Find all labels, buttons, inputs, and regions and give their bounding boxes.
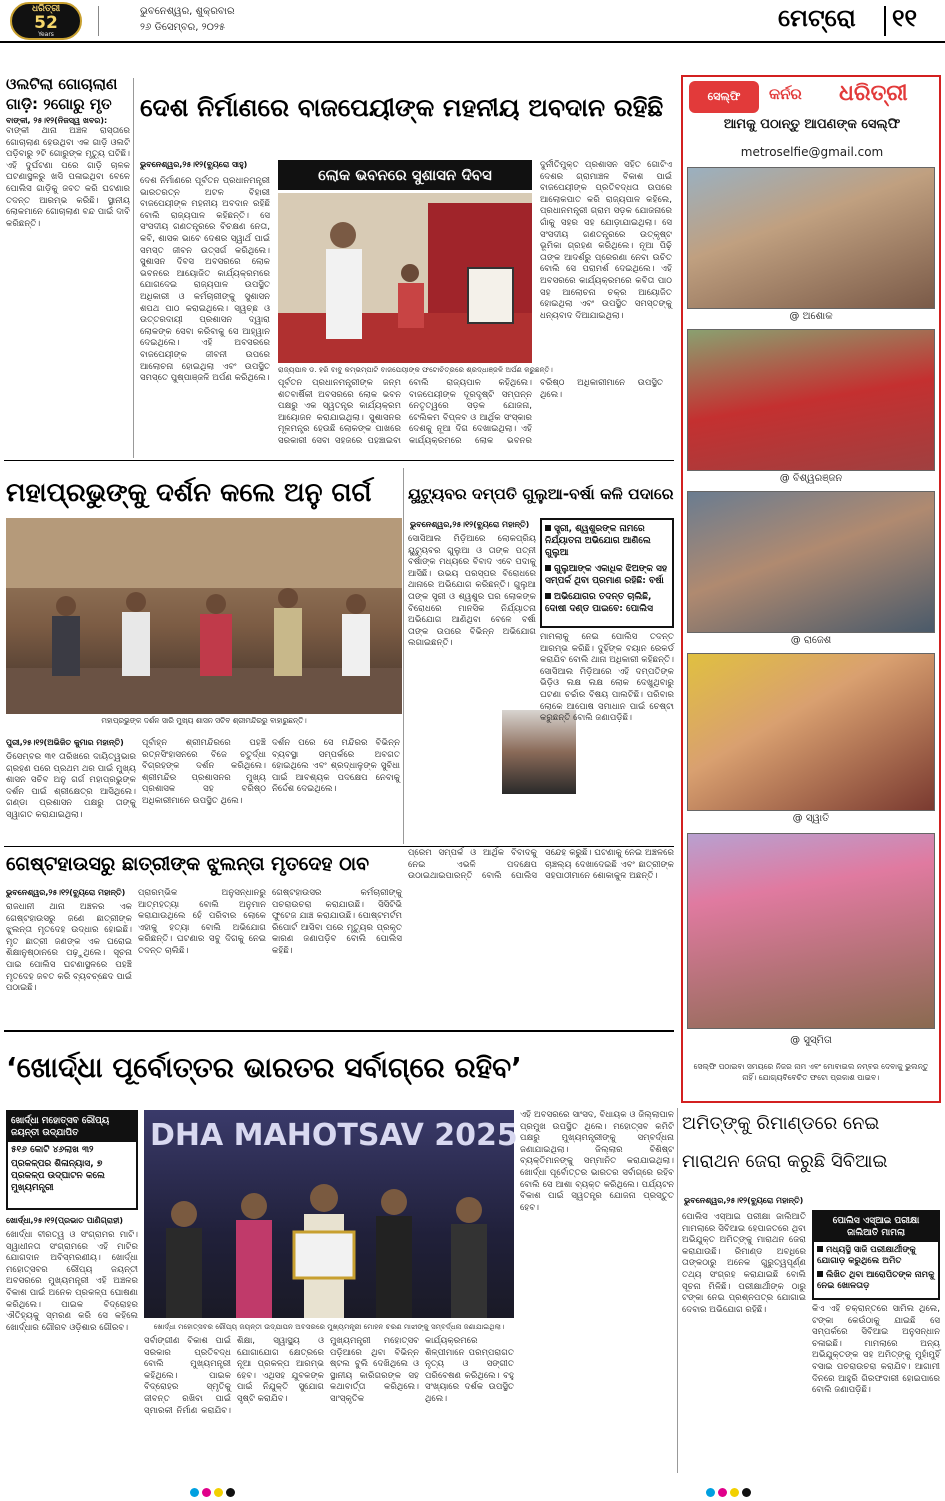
selfie-brand-mid: କର୍ନର: [769, 85, 802, 103]
lead-photo-caption: ରାଜ୍ୟପାଳ ଡ. ହରି ବାବୁ କମ୍ଭମ୍ପାଟି ବାଜପେୟୀଙ୍କ ଫଟୋଚିତ୍ରରେ ଶ୍ରଦ୍ଧାଞ୍ଜଳି ଅର୍ପଣ କରୁଛନ୍ତି।: [278, 365, 553, 374]
logo-badge: [10, 2, 82, 40]
gulua-box-item-2: [545, 563, 669, 587]
black-swatch: [742, 1488, 751, 1497]
guesthouse-headline: ଗେଷ୍ଟହାଉସରୁ ଛାତ୍ରୀଙ୍କ ଝୁଲନ୍ତା ମୃତଦେହ ଠାବ: [6, 853, 370, 875]
lead-subhead-text: ଲୋକ ଭବନରେ ସୁଶାସନ ଦିବସ: [318, 166, 492, 184]
brief-title-line2: ଗାଡ଼ି: ୨ଗୋରୁ ମୃତ: [6, 95, 112, 113]
lead-subhead: [278, 160, 532, 190]
gulua-box-text-2: ଗୁଲୁଆଙ୍କ ଏକାଧିକ ଝିଅଙ୍କ ସହ ସମ୍ପର୍କ ଥିବା ପ୍ରମାଣ ରହିଛି: ବର୍ଷା: [545, 564, 668, 586]
bullet-icon: [817, 1271, 823, 1277]
magenta-swatch: [718, 1488, 727, 1497]
registration-swatches-2: [706, 1482, 754, 1501]
khordha-box-item-1: ୫୧୬ କୋଟି ୪୬ଲାଖ ୩୨: [11, 1145, 94, 1155]
garg-divider: [403, 468, 404, 844]
guesthouse-col4: ପ୍ରେମ ସମ୍ପର୍କ ଓ ଆର୍ଥିକ ବିବାଦକୁ ନେଇ ଏଭଳି ପଦକ୍ଷେପ ଉଠାଇଥାଇପାରନ୍ତି ବୋଲି ପୋଲିସ ସନ୍ଦେହ କରୁଛି। ଘଟଣାକୁ ନେଇ ଅଞ୍ଚଳରେ ଚାଞ୍ଚଲ୍ୟ ଦେଖାଦେଇଛି ଏବଂ ଛାତ୍ରୀଙ୍କ ସହପାଠୀମାନେ ଶୋକାକୁଳ ଅଛନ୍ତି।: [408, 848, 674, 882]
section-rule-2: [4, 846, 674, 847]
amit-headline-line2: ମାରାଥନ ଜେରା କରୁଛି ସିବିଆଇ: [682, 1151, 888, 1172]
section-divider: [884, 6, 886, 36]
gulua-box-text-1: ସ୍ତ୍ରୀ, ଶ୍ୱଶୁରଙ୍କ ନାମରେ ନିର୍ଯ୍ୟାତନା ଅଭିଯୋଗ ଆଣିଲେ ଗୁଲୁଆ: [545, 524, 651, 558]
selfie-photo-1: [687, 167, 935, 309]
selfie-brand-name: ଧରିତ୍ରୀ: [839, 81, 908, 106]
selfie-photo-3: [687, 491, 935, 633]
masthead-city-day: ଭୁବନେଶ୍ୱର, ଶୁକ୍ରବାର: [140, 6, 235, 17]
guesthouse-col3: ଗେଷ୍ଟହାଉସର କର୍ମଚାରୀଙ୍କୁ ପଚରାଉଚରା କରାଯାଉଛି। ସିସିଟିଭି ଫୁଟେଜ ଯାଞ୍ଚ କରାଯାଉଛି। ପୋଷ୍ଟମର୍ଟମ ରିପୋର୍ଟ ଆସିବା ପରେ ମୃତ୍ୟୁର ପ୍ରକୃତ କାରଣ ଜଣାପଡ଼ିବ ବୋଲି ପୋଲିସ କହିଛି।: [272, 888, 402, 956]
lead-photo: [278, 193, 532, 363]
gulua-col1: ସୋସିଆଲ ମିଡ଼ିଆରେ ଲୋକପ୍ରିୟ ୟୁଟ୍ୟୁବର ଗୁଲୁଆ ଓ ତାଙ୍କ ପତ୍ନୀ ବର୍ଷାଙ୍କ ମଧ୍ୟରେ ବିବାଦ ଏବେ ପଦାକୁ ଆସିଛି। ଉଭୟ ପରସ୍ପର ବିରୋଧରେ ଥାନାରେ ଅଭିଯୋଗ କରିଛନ୍ତି। ଗୁଲୁଆ ତାଙ୍କ ସ୍ତ୍ରୀ ଓ ଶ୍ୱଶୁର ଘର ଲୋକଙ୍କ ବିରୋଧରେ ମାନସିକ ନିର୍ଯ୍ୟାତନା ଅଭିଯୋଗ ଆଣିଥିବା ବେଳେ ବର୍ଷା ତାଙ୍କ ଉପରେ ବିଭିନ୍ନ ଅଭିଯୋଗ ଲଗାଇଛନ୍ତି।: [408, 534, 536, 649]
brief-divider: [133, 78, 134, 458]
amit-box-text-2: ଲିଖିତ ଥିବା ଆରୋପିତଙ୍କ ନାମକୁ ନେଇ ଖୋଳତାଡ଼: [817, 1270, 935, 1291]
bullet-icon: [545, 525, 551, 531]
garg-col2: ପୂର୍ବାହ୍ନ ଶ୍ରୀମନ୍ଦିରରେ ପହଞ୍ଚି ରତ୍ନସିଂହାସନରେ ବିଜେ ଚତୁର୍ଦ୍ଧା ବିଗ୍ରହଙ୍କ ଦର୍ଶନ କରିଥିଲେ। ଶ୍ରୀମନ୍ଦିର ପ୍ରଶାସନର ମୁଖ୍ୟ ପ୍ରଶାସକ ସହ ବରିଷ୍ଠ ଅଧିକାରୀମାନେ ଉପସ୍ଥିତ ଥିଲେ।: [142, 738, 266, 806]
khordha-photo-illustration: [144, 1110, 514, 1318]
gulua-col2: ମାମଲାକୁ ନେଇ ପୋଲିସ ତଦନ୍ତ ଆରମ୍ଭ କରିଛି। ଦୁହିଁଙ୍କ ବୟାନ ରେକର୍ଡ କରାଯିବ ବୋଲି ଥାନା ଅଧିକାରୀ କହିଛନ୍ତି। ସୋସିଆଲ ମିଡ଼ିଆରେ ଏହି ଦମ୍ପତିଙ୍କ ଭିଡ଼ିଓ ଲକ୍ଷ ଲକ୍ଷ ଲୋକ ଦେଖୁଥିବାରୁ ଘଟଣା ଚର୍ଚ୍ଚାର ବିଷୟ ପାଲଟିଛି। ପରିବାର ଲୋକେ ଆପୋଷ ସମାଧାନ ପାଇଁ ଚେଷ୍ଟା କରୁଛନ୍ତି ବୋଲି ଜଣାପଡ଼ିଛି।: [540, 632, 674, 724]
print-marks: [0, 1478, 945, 1497]
amit-col1: ପୋଲିସ ଏସ୍ଆଇ ପରୀକ୍ଷା ଜାଲିଆତି ମାମଲାରେ ସିବିଆଇ ହେପାଜତରେ ଥିବା ଅଭିଯୁକ୍ତ ଅମିତ୍‌ଙ୍କୁ ମାରାଥନ ଜେରା କରାଯାଉଛି। ରିମାଣ୍ଡ ଅବଧିରେ ତାଙ୍କଠାରୁ ଅନେକ ଗୁରୁତ୍ୱପୂର୍ଣ୍ଣ ତଥ୍ୟ ସଂଗ୍ରହ କରାଯାଇଛି ବୋଲି ସୂଚନା ମିଳିଛି। ପରୀକ୍ଷାର୍ଥୀଙ୍କ ଠାରୁ ଟଙ୍କା ନେଇ ପ୍ରଶ୍ନପତ୍ର ଯୋଗାଇ ଦେବାର ଅଭିଯୋଗ ରହିଛି।: [682, 1212, 806, 1315]
khordha-highlight-box: [6, 1110, 138, 1210]
amit-headline-line1: ଅମିତ୍‌ଙ୍କୁ ରିମାଣ୍ଡରେ ନେଇ: [682, 1113, 880, 1134]
selfie-name-4: @ ସ୍ୱାତି: [792, 813, 830, 824]
selfie-name-1: @ ଅଶୋକ: [789, 311, 833, 322]
khordha-col3: ମୁଖ୍ୟମନ୍ତ୍ରୀ ମହୋତ୍ସବ ପଡ଼ିଆରେ ଥିବା ବିଭିନ୍ନ ଷ୍ଟଲ ବୁଲି ଦେଖିଥିଲେ ଓ ସ୍ଥାନୀୟ କାରିଗରଙ୍କ ସହ କଥାବାର୍ତ୍ତା କରିଥିଲେ। ସାଂସ୍କୃତିକ କାର୍ଯ୍ୟକ୍ରମରେ ଶିଳ୍ପୀମାନେ ପରମ୍ପରାଗତ ନୃତ୍ୟ ଓ ସଙ୍ଗୀତ ପରିବେଷଣ କରିଥିଲେ। ବହୁ ସଂଖ୍ୟାରେ ଦର୍ଶକ ଉପସ୍ଥିତ ଥିଲେ।: [330, 1336, 514, 1404]
page-number: ୧୧: [892, 4, 918, 32]
brief-story: [6, 74, 130, 464]
section-name: ମେଟ୍ରୋ: [778, 4, 856, 32]
garg-dateline: ପୁରୀ,୨୫।୧୨(ଅଭିଜିତ କୁମାର ମହାନ୍ତି): [6, 738, 124, 747]
masthead-date: ୨୬ ଡିସେମ୍ବର, ୨୦୨୫: [140, 22, 226, 33]
brief-body: ବାଙ୍କୀ ଥାନା ଅଞ୍ଚଳ ରାସ୍ତାରେ ଗୋଚାଲାଣ ହେଉଥିବା ଏକ ଗାଡ଼ି ଓଲଟି ପଡ଼ିବାରୁ ୨ଟି ଗୋରୁଙ୍କ ମୃତ୍ୟୁ ଘଟିଛି। ଏହି ଦୁର୍ଘଟଣା ପରେ ଗାଡ଼ି ଚାଳକ ଘଟଣାସ୍ଥଳରୁ ଖସି ପଳାଇଥିବା ବେଳେ ପୋଲିସ ଗାଡ଼ିକୁ ଜବତ କରି ଘଟଣାର ତଦନ୍ତ ଆରମ୍ଭ କରିଛି। ସ୍ଥାନୀୟ ଲୋକମାନେ ଗୋଚାଲାଣ ବନ୍ଦ ପାଇଁ ଦାବି କରିଛନ୍ତି।: [6, 126, 130, 229]
lead-col3: ଦୁର୍ନୀତିମୁକ୍ତ ପ୍ରଶାସନ ସହିତ ଗୋଟିଏ ଦେଶର ଗ୍ରାମାଞ୍ଚଳ ବିକାଶ ପାଇଁ ବାଜପେୟୀଙ୍କ ପ୍ରତିବଦ୍ଧତା ଉପରେ ଆଲୋକପାତ କରି ରାଜ୍ୟପାଳ କହିଲେ, ପ୍ରଧାନମନ୍ତ୍ରୀ ଗ୍ରାମ ସଡ଼କ ଯୋଜନାରେ ଗାଁକୁ ସହର ସହ ଯୋଡ଼ାଯାଇଥିଲା। ସେ ସଂସଦୀୟ ଗଣତନ୍ତ୍ରରେ ଉତ୍କୃଷ୍ଟ ଭୂମିକା ଗ୍ରହଣ କରିଥିଲେ। ନୂଆ ପିଢ଼ି ତାଙ୍କ ଆଦର୍ଶରୁ ପ୍ରେରଣା ନେବା ଉଚିତ ବୋଲି ସେ ପରାମର୍ଶ ଦେଇଥିଲେ। ଏହି ଅବସରରେ କାର୍ଯ୍ୟକ୍ରମରେ କବିତା ପାଠ ସହ ଆଲୋଚନା ଚକ୍ର ଆୟୋଜିତ ହୋଇଥିଲା ଏବଂ ଉପସ୍ଥିତ ସମସ୍ତଙ୍କୁ ଧନ୍ୟବାଦ ଦିଆଯାଇଥିଲା।: [540, 160, 672, 321]
garg-photo: [6, 518, 402, 714]
selfie-corner: [681, 75, 941, 1103]
brief-title-line1: ଓଲଟିଲା ଗୋଚାଲାଣ: [6, 75, 118, 93]
selfie-photo-4: [687, 653, 935, 811]
garg-photo-illustration: [6, 518, 402, 714]
khordha-photo-caption: ଖୋର୍ଦ୍ଧା ମହୋତ୍ସବର ରୌପ୍ୟ ଜୟନ୍ତୀ ଉଦ୍‌ଯାପନ ଅବସରରେ ମୁଖ୍ୟମନ୍ତ୍ରୀ ମୋହନ ଚରଣ ମାଝୀଙ୍କୁ ସମ୍ବର୍ଦ୍ଧନା ଜଣାଯାଇଥିଲା।: [153, 1322, 505, 1331]
khordha-banner-text: DHA MAHOTSAV 2025: [150, 1118, 518, 1153]
registration-swatches: [190, 1482, 238, 1501]
khordha-headline: ‘ଖୋର୍ଦ୍ଧା ପୂର୍ବୋତ୍ତର ଭାରତର ସର୍ବାଗ୍ରେ ରହିବ’: [6, 1051, 522, 1084]
guesthouse-dateline: ଭୁବନେଶ୍ୱର,୨୫।୧୨(ବ୍ୟୁରୋ ମହାନ୍ତି): [6, 888, 126, 897]
selfie-photo-2: [687, 329, 935, 471]
logo-text: ଧରିତ୍ରୀ: [31, 4, 61, 14]
khordha-dateline: ଖୋର୍ଦ୍ଧା,୨୫।୧୨(ପ୍ରଭାତ ପାଣିଗ୍ରାହୀ): [6, 1216, 124, 1225]
khordha-photo: [144, 1110, 518, 1318]
masthead-divider: [98, 6, 99, 36]
guesthouse-col2: ପ୍ରାରମ୍ଭିକ ଅନୁସନ୍ଧାନରୁ ଆତ୍ମହତ୍ୟା ବୋଲି ଅନୁମାନ କରାଯାଉଥିଲେ ହେଁ ପରିବାର ଲୋକେ ଏହାକୁ ହତ୍ୟା ବୋଲି ଅଭିଯୋଗ କରିଛନ୍ତି। ଘଟଣାର ସବୁ ଦିଗକୁ ନେଇ ତଦନ୍ତ ଚାଲିଛି।: [138, 888, 266, 956]
gulua-dateline: ଭୁବନେଶ୍ୱର,୨୫।୧୨(ବ୍ୟୁରୋ ମହାନ୍ତି): [410, 520, 530, 529]
brief-dateline: ବାଙ୍କୀ, ୨୫।୧୨(ନିଜସ୍ୱ ଖବର):: [6, 116, 108, 125]
amit-highlight-box: [812, 1210, 940, 1300]
amit-divider: [677, 1108, 678, 1473]
selfie-email[interactable]: metroselfie@gmail.com: [740, 145, 884, 159]
cyan-swatch: [706, 1488, 715, 1497]
selfie-name-5: @ ସୁସ୍ମିତା: [790, 1035, 832, 1046]
cyan-swatch: [190, 1488, 199, 1497]
garg-col1: ଡିସେମ୍ବର ୩୧ ତାରିଖରେ ଦାୟିତ୍ୱଭାର ଗ୍ରହଣ ପରେ ପ୍ରଥମ ଥର ପାଇଁ ମୁଖ୍ୟ ଶାସନ ସଚିବ ଅନୁ ଗର୍ଗ ମହାପ୍ରଭୁଙ୍କ ଦର୍ଶନ ପାଇଁ ଶ୍ରୀକ୍ଷେତ୍ର ଆସିଥିଲେ। ଗଣ୍ଡା ପ୍ରଶାସନ ପକ୍ଷରୁ ତାଙ୍କୁ ସ୍ୱାଗତ କରାଯାଇଥିଲା।: [6, 752, 136, 820]
bullet-icon: [817, 1246, 823, 1252]
selfie-footer: ସେଲ୍ଫି ପଠାଇବା ସମୟରେ ନିଜର ନାମ ଏବଂ ମୋବାଇଲ ନମ୍ବର ଦେବାକୁ ଭୁଲନ୍ତୁ ନାହିଁ। ଯୋଗ୍ୟବିବେଚିତ ଫଟୋ ପ୍ରକାଶ ପାଇବ।: [693, 1062, 929, 1082]
lead-photo-illustration: [278, 193, 532, 363]
selfie-brand: [689, 81, 935, 115]
gulua-box-text-3: ଅଭିଯୋଗର ତଦନ୍ତ ଚାଲିଛି, ଦୋଷୀ ଦଣ୍ଡ ପାଇବେ: ପୋଲିସ: [545, 592, 653, 614]
khordha-col4: ଏହି ଅବସରରେ ସାଂସଦ, ବିଧାୟକ ଓ ଜିଲ୍ଲାପାଳ ପ୍ରମୁଖ ଉପସ୍ଥିତ ଥିଲେ। ମହୋତ୍ସବ କମିଟି ପକ୍ଷରୁ ମୁଖ୍ୟମନ୍ତ୍ରୀଙ୍କୁ ସମ୍ବର୍ଦ୍ଧନା ଜଣାଯାଇଥିଲା। ଜିଲ୍ଲାର ବିଶିଷ୍ଟ ବ୍ୟକ୍ତିମାନଙ୍କୁ ସମ୍ମାନିତ କରାଯାଇଥିଲା। ଖୋର୍ଦ୍ଧା ପୂର୍ବୋତ୍ତର ଭାରତର ସର୍ବାଗ୍ରେ ରହିବ ବୋଲି ସେ ଆଶା ବ୍ୟକ୍ତ କରିଥିଲେ। ପର୍ଯ୍ୟଟନ ବିକାଶ ପାଇଁ ସ୍ୱତନ୍ତ୍ର ଯୋଜନା ପ୍ରସ୍ତୁତ ହେବ।: [520, 1110, 674, 1213]
masthead: [0, 0, 945, 42]
lead-headline: ଦେଶ ନିର୍ମାଣରେ ବାଜପେୟୀଙ୍କ ମହନୀୟ ଅବଦାନ ରହିଛି: [140, 93, 664, 122]
amit-box-head: ପୋଲିସ ଏସ୍ଆଇ ପରୀକ୍ଷା ଜାଲିଆତି ମାମଲା: [814, 1212, 938, 1242]
amit-box-item-2: [814, 1270, 938, 1292]
amit-box-text-1: ମଧ୍ୟସ୍ଥି ସାଜି ପରୀକ୍ଷାର୍ଥୀଙ୍କୁ ଯୋଗାଡ଼ କରୁଥିଲେ ଅମିତ: [817, 1245, 916, 1266]
selfie-name-3: @ ରାଜେଶ: [790, 635, 832, 646]
guesthouse-col1: ରାଜଧାନୀ ଥାନା ଅଞ୍ଚଳର ଏକ ଗେଷ୍ଟହାଉସରୁ ଜଣେ ଛାତ୍ରୀଙ୍କ ଝୁଲନ୍ତା ମୃତଦେହ ଉଦ୍ଧାର ହୋଇଛି। ମୃତ ଛାତ୍ରୀ ଜଣଙ୍କ ଏକ ଘରୋଇ ଶିକ୍ଷାନୁଷ୍ଠାନରେ ପଢ଼ୁଥିଲେ। ସୂଚନା ପାଇ ପୋଲିସ ଘଟଣାସ୍ଥଳରେ ପହଞ୍ଚି ମୃତଦେହ ଜବତ କରି ବ୍ୟବଚ୍ଛେଦ ପାଇଁ ପଠାଇଛି।: [6, 902, 132, 994]
gulua-highlight-box: [540, 518, 674, 628]
amit-col2: କିଏ ଏହି ଚକ୍ରାନ୍ତରେ ସାମିଲ ଥିଲେ, ଟଙ୍କା କେଉଁଠାକୁ ଯାଇଛି ସେ ସମ୍ପର୍କରେ ସିବିଆଇ ଅନୁସନ୍ଧାନ ଚଳାଇଛି। ମାମଲାରେ ଅନ୍ୟ ଅଭିଯୁକ୍ତଙ୍କ ସହ ଅମିତ୍‌ଙ୍କୁ ମୁହାଁମୁହିଁ ବସାଇ ପଚରାଉଚରା କରାଯିବ। ଆଗାମୀ ଦିନରେ ଆହୁରି ଗିରଫଦାରୀ ହୋଇପାରେ ବୋଲି ଜଣାପଡ଼ିଛି।: [812, 1304, 940, 1396]
amit-box-item-1: [814, 1242, 938, 1270]
selfie-photo-5: [687, 833, 935, 1029]
selfie-tagline: ଆମକୁ ପଠାନ୍ତୁ ଆପଣଙ୍କ ସେଲ୍ଫି: [723, 117, 901, 132]
years-number: 52: [34, 13, 58, 33]
khordha-box-item-2: ପ୍ରକଳ୍ପର ଶିଳାନ୍ୟାସ, ୭ ପ୍ରକଳ୍ପ ଉଦ୍‌ଘାଟନ କଲେ ମୁଖ୍ୟମନ୍ତ୍ରୀ: [11, 1159, 105, 1193]
lead-col1: ଦେଶ ନିର୍ମାଣରେ ପୂର୍ବତନ ପ୍ରଧାନମନ୍ତ୍ରୀ ଭାରତରତ୍ନ ଅଟଳ ବିହାରୀ ବାଜପେୟୀଙ୍କ ମହନୀୟ ଅବଦାନ ରହିଛି ବୋଲି ରାଜ୍ୟପାଳ କହିଛନ୍ତି। ସେ ସଂସଦୀୟ ଗଣତନ୍ତ୍ରରେ ବିଚକ୍ଷଣ ନେତା, କବି, ଶାସକ ଭାବେ ଦେଶର ସ୍ୱାର୍ଥ ପାଇଁ ସମସ୍ତ ଜୀବନ ଉତ୍ସର୍ଗ କରିଥିଲେ। ସୁଶାସନ ଦିବସ ଅବସରରେ ଲୋକ ଭବନରେ ଆୟୋଜିତ କାର୍ଯ୍ୟକ୍ରମରେ ଯୋଗଦେଇ ରାଜ୍ୟପାଳ ଉପସ୍ଥିତ ଅଧିକାରୀ ଓ କର୍ମଚାରୀଙ୍କୁ ସୁଶାସନ ଶପଥ ପାଠ କରାଇଥିଲେ। ସ୍ୱଚ୍ଛ ଓ ଉତ୍ତରଦାୟୀ ପ୍ରଶାସନ ଦ୍ୱାରା ଲୋକଙ୍କ ସେବା କରିବାକୁ ସେ ଆହ୍ୱାନ ଦେଇଥିଲେ। ଏହି ଅବସରରେ ବାଜପେୟୀଙ୍କ ଜୀବନୀ ଉପରେ ଆଲୋଚନା ହୋଇଥିଲା ଏବଂ ଉପସ୍ଥିତ ସମସ୍ତେ ପୁଷ୍ପାଞ୍ଜଳି ଅର୍ପଣ କରିଥିଲେ।: [140, 176, 270, 384]
black-swatch: [226, 1488, 235, 1497]
garg-col3: ଦର୍ଶନ ପରେ ସେ ମନ୍ଦିରର ବିଭିନ୍ନ ବ୍ୟବସ୍ଥା ସମ୍ପର୍କରେ ଅବଗତ ହୋଇଥିଲେ ଏବଂ ଶ୍ରଦ୍ଧାଳୁଙ୍କ ସୁବିଧା ପାଇଁ ଆବଶ୍ୟକ ପଦକ୍ଷେପ ନେବାକୁ ନିର୍ଦ୍ଦେଶ ଦେଇଥିଲେ।: [272, 738, 400, 795]
khordha-col1: ଖୋର୍ଦ୍ଧା ବୀରତ୍ୱ ଓ ସଂଗ୍ରାମର ମାଟି। ସ୍ୱାଧୀନତା ସଂଗ୍ରାମରେ ଏହି ମାଟିର ଯୋଗଦାନ ଅବିସ୍ମରଣୀୟ। ଖୋର୍ଦ୍ଧା ମହୋତ୍ସବର ରୌପ୍ୟ ଜୟନ୍ତୀ ଅବସରରେ ମୁଖ୍ୟମନ୍ତ୍ରୀ ଏହି ଅଞ୍ଚଳର ବିକାଶ ପାଇଁ ଅନେକ ପ୍ରକଳ୍ପ ଘୋଷଣା କରିଥିଲେ। ପାଇକ ବିଦ୍ରୋହର ଐତିହ୍ୟକୁ ସ୍ମରଣ କରି ସେ କହିଲେ ଖୋର୍ଦ୍ଧାର ଗୌରବ ଓଡ଼ିଶାର ଗୌରବ।: [6, 1230, 138, 1333]
gulua-box-item-3: [545, 591, 669, 615]
masthead-rule: [0, 41, 945, 43]
khordha-col2: ସର୍ବାଙ୍ଗୀଣ ବିକାଶ ପାଇଁ ସରକାର ପ୍ରତିବଦ୍ଧ ବୋଲି ମୁଖ୍ୟମନ୍ତ୍ରୀ କହିଥିଲେ। ପାଇକ ବିଦ୍ରୋହର ସ୍ମୃତିକୁ ଜୀବନ୍ତ ରଖିବା ପାଇଁ ସ୍ମାରକୀ ନିର୍ମାଣ କରାଯିବ। ଶିକ୍ଷା, ସ୍ୱାସ୍ଥ୍ୟ ଓ ଯୋଗାଯୋଗ କ୍ଷେତ୍ରରେ ନୂଆ ପ୍ରକଳ୍ପ ଆରମ୍ଭ ହେବ। ଏଥିସହ ଯୁବକଙ୍କ ପାଇଁ ନିଯୁକ୍ତି ସୁଯୋଗ ସୃଷ୍ଟି କରାଯିବ।: [144, 1336, 324, 1416]
bullet-icon: [545, 565, 551, 571]
gulua-box-item-1: [545, 523, 669, 559]
selfie-name-2: @ ବିଶ୍ୱରଞ୍ଜନ: [779, 473, 843, 484]
bullet-icon: [545, 593, 551, 599]
khordha-box-head: ଖୋର୍ଦ୍ଧା ମହୋତ୍ସବ ରୌପ୍ୟ ଜୟନ୍ତୀ ଉଦ୍‌ଯାପିତ: [8, 1112, 136, 1142]
years-label: Years: [38, 31, 54, 38]
garg-headline: ମହାପ୍ରଭୁଙ୍କୁ ଦର୍ଶନ କଲେ ଅନୁ ଗର୍ଗ: [6, 478, 372, 508]
lead-bottom-rule: [4, 460, 674, 461]
lead-dateline: ଭୁବନେଶ୍ୱର,୨୫।୧୨(ବ୍ୟୁରୋ ସାହୁ): [140, 160, 248, 169]
yellow-swatch: [730, 1488, 739, 1497]
amit-dateline: ଭୁବନେଶ୍ୱର,୨୫।୧୨(ବ୍ୟୁରୋ ମହାନ୍ତି): [684, 1196, 804, 1205]
selfie-phone-icon: ସେଲ୍ଫି: [689, 81, 759, 113]
lead-col2: ପୂର୍ବତନ ପ୍ରଧାନମନ୍ତ୍ରୀଙ୍କ ଜନ୍ମ ଶତବାର୍ଷିକୀ ଅବସରରେ ଲୋକ ଭବନ ପକ୍ଷରୁ ଏକ ସ୍ୱତନ୍ତ୍ର କାର୍ଯ୍ୟକ୍ରମ ଆୟୋଜନ କରାଯାଇଥିଲା। ସୁଶାସନର ମୂଳମନ୍ତ୍ର ହେଉଛି ଲୋକଙ୍କ ପାଖରେ ସରକାରୀ ସେବା ସହଜରେ ପହଞ୍ଚାଇବା ବୋଲି ରାଜ୍ୟପାଳ କହିଥିଲେ। ବାଜପେୟୀଙ୍କ ଦୂରଦୃଷ୍ଟି ସମ୍ପନ୍ନ ନେତୃତ୍ୱରେ ସଡ଼କ ଯୋଜନା, ଟେଲିକମ ବିପ୍ଳବ ଓ ଆର୍ଥିକ ସଂସ୍କାର ଦେଶକୁ ନୂଆ ଦିଗ ଦେଖାଇଥିଲା। ଏହି କାର୍ଯ୍ୟକ୍ରମରେ ଲୋକ ଭବନର ବରିଷ୍ଠ ଅଧିକାରୀମାନେ ଉପସ୍ଥିତ ଥିଲେ।: [278, 378, 663, 446]
yellow-swatch: [214, 1488, 223, 1497]
gulua-headline: ୟୁଟ୍ୟୁବର ଦମ୍ପତି ଗୁଲୁଆ-ବର୍ଷା କଳି ପଦାରେ: [408, 485, 674, 503]
magenta-swatch: [202, 1488, 211, 1497]
garg-photo-caption: ମହାପ୍ରଭୁଙ୍କ ଦର୍ଶନ ସାରି ମୁଖ୍ୟ ଶାସନ ସଚିବ ଶ୍ରୀମନ୍ଦିରରୁ ବାହାରୁଛନ୍ତି।: [101, 716, 307, 725]
